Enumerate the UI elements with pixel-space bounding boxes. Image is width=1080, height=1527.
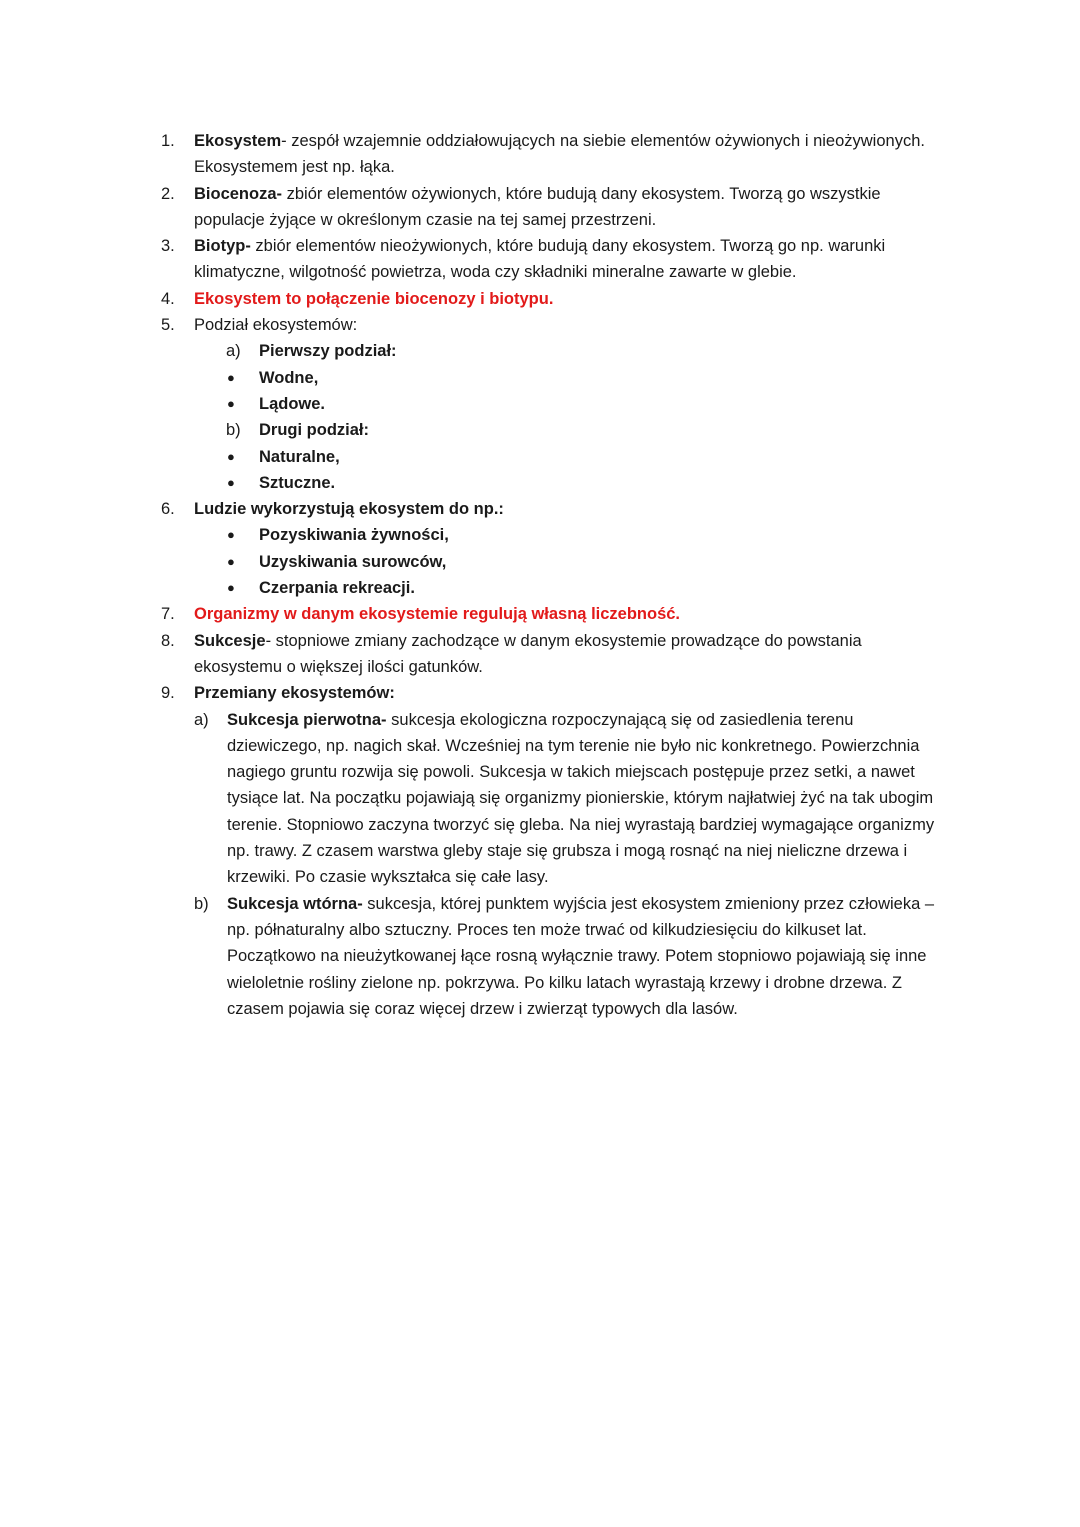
- bullet-item: [0, 391, 1080, 417]
- bullet-text: Czerpania rekreacji.: [259, 579, 415, 598]
- sub-marker: a): [226, 342, 241, 361]
- term-biotyp: Biotyp-: [194, 237, 251, 256]
- term-sukcesje: Sukcesje: [194, 631, 266, 650]
- item-number: 1.: [161, 132, 175, 150]
- bullet-icon: ●: [227, 527, 235, 543]
- item-number: 8.: [161, 631, 175, 650]
- item-number: 4.: [161, 289, 175, 308]
- item-number: 3.: [161, 237, 175, 256]
- sub-item-secondary-succession: [0, 891, 1080, 1022]
- definition-primary-succession: sukcesja ekologiczna rozpoczynającą się od zasiedlenia terenu dziewiczego, np. nagich skał. Wcześniej na tym terenie nie było nic konkretnego. Powierzchnia nagiego gruntu rozwija się powoli. Sukcesja w takich miejscach postępuje przez setki, a nawet tysiące lat. Na początku pojawiają się organizmy pionierskie, którym najłatwiej żyć na tak ubogim terenie. Stopniowo zaczyna tworzyć się gleba. Na niej wyrastają bardziej wymagające organizmy np. trawy. Z czasem warstwa gleby staje się grubsza i mogą rosnąć na niej nieliczne drzewa i krzewiki. Po czasie wykształca się całe lasy.: [227, 710, 935, 887]
- sub-label: Pierwszy podział:: [259, 342, 397, 361]
- definition-secondary-succession: sukcesja, której punktem wyjścia jest ekosystem zmieniony przez człowieka – np. półnaturalny albo sztuczny. Proces ten może trwać od kilkudziesięciu do kilkuset lat. Początkowo na nieużytkowanej łące rosną wyłącznie trawy. Potem stopniowo pojawiają się inne wieloletnie rośliny zielone np. pokrzywa. Po kilku latach wyrastają krzewy i drobne drzewa. Z czasem pojawia się coraz więcej drzew i zwierząt typowych dla lasów.: [227, 894, 935, 1018]
- item-number: 6.: [161, 500, 175, 519]
- bullet-text: Sztuczne.: [259, 473, 336, 492]
- bullet-text: Pozyskiwania żywności,: [259, 526, 449, 545]
- list-item-4: [0, 286, 1080, 312]
- highlight-statement: Organizmy w danym ekosystemie regulują własną liczebność.: [194, 605, 681, 624]
- item-number: 2.: [161, 184, 175, 203]
- list-item-5: [0, 312, 1080, 338]
- highlight-statement: Ekosystem to połączenie biocenozy i biotypu.: [194, 289, 554, 308]
- sub-marker: b): [226, 421, 241, 440]
- definition-sukcesje: - stopniowe zmiany zachodzące w danym ekosystemie prowadzące do powstania ekosystemu o większej ilości gatunków.: [194, 631, 862, 676]
- term-primary-succession: Sukcesja pierwotna-: [227, 710, 387, 729]
- bullet-icon: ●: [227, 395, 235, 411]
- term-secondary-succession: Sukcesja wtórna-: [227, 894, 363, 913]
- term-ekosystem: Ekosystem: [194, 132, 282, 150]
- list-item-2: [0, 181, 1080, 234]
- bullet-icon: ●: [227, 369, 235, 385]
- bullet-text: Wodne,: [259, 368, 319, 387]
- bullet-icon: ●: [227, 474, 235, 490]
- list-item-8: [0, 628, 1080, 681]
- definition-biotyp: zbiór elementów nieożywionych, które budują dany ekosystem. Tworzą go np. warunki klimatyczne, wilgotność powietrza, woda czy składniki mineralne zawarte w glebie.: [194, 237, 886, 282]
- bullet-icon: ●: [227, 553, 235, 569]
- bullet-item: [0, 575, 1080, 601]
- bullet-text: Lądowe.: [259, 394, 326, 413]
- sub-marker: b): [194, 894, 209, 913]
- notes-list: [0, 128, 1080, 1022]
- division-heading: Podział ekosystemów:: [194, 316, 358, 335]
- item-number: 9.: [161, 684, 175, 703]
- uses-heading: Ludzie wykorzystują ekosystem do np.:: [194, 500, 504, 519]
- list-item-9: [0, 680, 1080, 706]
- term-biocenoza: Biocenoza-: [194, 184, 283, 203]
- bullet-item: [0, 470, 1080, 496]
- list-item-1: [0, 128, 1080, 181]
- list-item-3: [0, 233, 1080, 286]
- bullet-icon: ●: [227, 580, 235, 596]
- transformations-heading: Przemiany ekosystemów:: [194, 684, 395, 703]
- bullet-item: [0, 549, 1080, 575]
- sub-item-primary-succession: [0, 707, 1080, 891]
- sub-item-second-division: [0, 417, 1080, 443]
- bullet-icon: ●: [227, 448, 235, 464]
- sub-label: Drugi podział:: [259, 421, 369, 440]
- sub-item-first-division: [0, 338, 1080, 364]
- list-item-7: [0, 601, 1080, 627]
- item-number: 7.: [161, 605, 175, 624]
- bullet-item: [0, 444, 1080, 470]
- definition-ekosystem: - zespół wzajemnie oddziałowujących na siebie elementów ożywionych i nieożywionych. Ekosystemem jest np. łąka.: [194, 132, 925, 177]
- list-item-6: [0, 496, 1080, 522]
- definition-biocenoza: zbiór elementów ożywionych, które budują dany ekosystem. Tworzą go wszystkie populacje żyjące w określonym czasie na tej samej przestrzeni.: [194, 184, 881, 229]
- bullet-item: [0, 522, 1080, 548]
- item-number: 5.: [161, 316, 175, 335]
- bullet-text: Naturalne,: [259, 447, 340, 466]
- sub-marker: a): [194, 710, 209, 729]
- bullet-text: Uzyskiwania surowców,: [259, 552, 447, 571]
- bullet-item: [0, 365, 1080, 391]
